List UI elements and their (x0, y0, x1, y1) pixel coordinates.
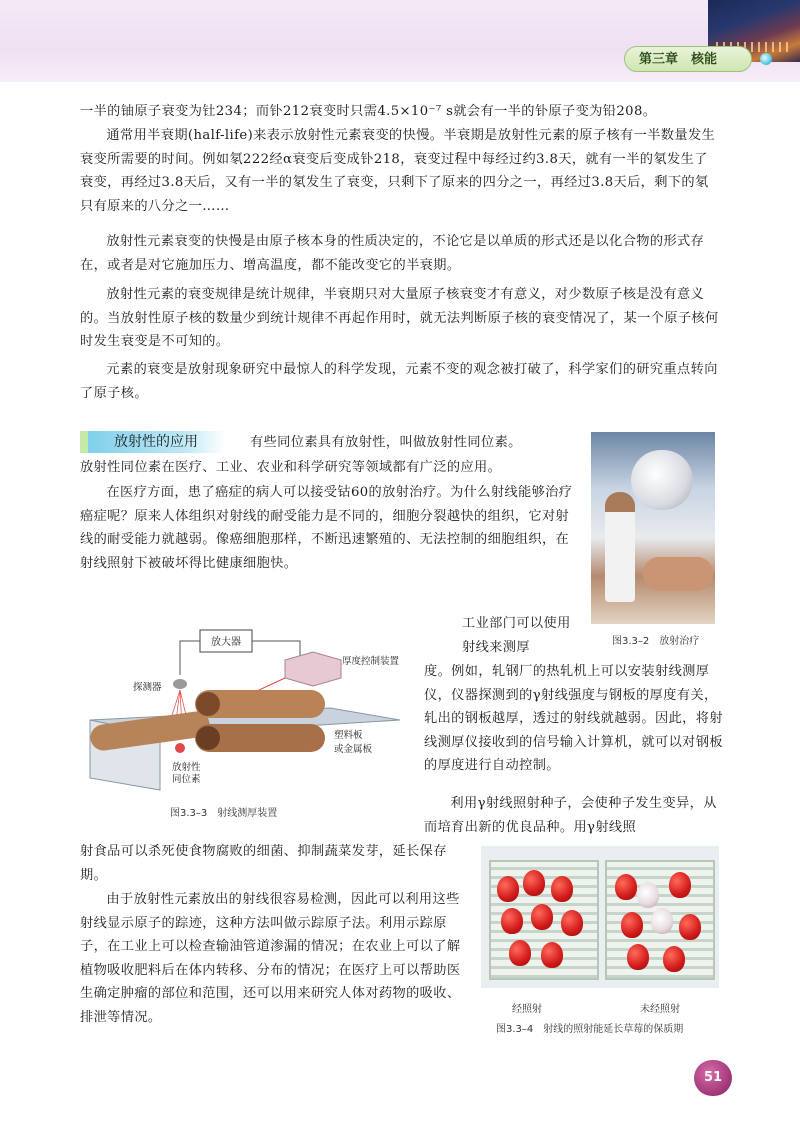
section-intro-line: 有些同位素具有放射性，叫做放射性同位素。 (250, 435, 522, 450)
figure-4-label-right: 未经照射 (640, 1004, 680, 1015)
paragraph-tracer: 由于放射性元素放出的射线很容易检测，因此可以利用这些射线显示原子的踪迹，这种方法叫做示踪原子法。利用示踪原子，在工业上可以检查输油管道渗漏的情况；在农业上可以了解植物吸收肥料后在体内转移、分布的情况；在医疗上可以帮助医生确定肿瘤的部位和范围，还可以用来研究人体对药物的吸收、排泄等情况。 (80, 892, 461, 1025)
irradiated-basket (489, 860, 599, 980)
chapter-title: 第三章 核能 (624, 46, 752, 72)
figure-4-caption: 图3.3–4 射线的照射能延长草莓的保质期 (496, 1024, 684, 1035)
thickness-controller (285, 652, 341, 686)
paragraph-industry: 度。例如，轧钢厂的热轧机上可以安装射线测厚仪，仪器探测到的γ射线强度与钢板的厚度有关，轧出的钢板越厚，透过的射线就越弱。因此，将射线测厚仪接收到的信号输入计算机，就可以对钢板的厚度进行自动控制。 (424, 664, 723, 773)
page-number: 51 (694, 1060, 732, 1096)
paragraph-agriculture-start: 利用γ射线照射种子，会使种子发生变异，从而培育出新的优良品种。用γ射线照 (424, 796, 717, 835)
source-label-1: 放射性 (172, 762, 201, 773)
section-heading: 放射性的应用 (80, 431, 225, 453)
paragraph-medical: 在医疗方面，患了癌症的病人可以接受钴60的放射治疗。为什么射线能够治疗癌症呢？原来人体组织对射线的耐受能力是不同的，细胞分裂越快的组织，它对射线的耐受能力就越弱。像癌细胞那样，不断迅速繁殖的、无法控制的细胞组织，在射线照射下被破坏得比健康细胞快。 (80, 485, 573, 571)
detector-label: 探测器 (133, 682, 162, 693)
chapter-bullet-icon (760, 53, 772, 65)
radiotherapy-photo (591, 432, 715, 624)
untreated-basket (605, 860, 715, 980)
paragraph-industry-start: 工业部门可以使用射线来测厚 (462, 616, 571, 655)
thickness-gauge-diagram (80, 620, 410, 820)
controller-label: 厚度控制装置 (342, 656, 400, 667)
radioactive-source (175, 743, 185, 753)
paragraph-halflife-definition: 通常用半衰期(half-life)来表示放射性元素衰变的快慢。半衰期是放射性元素的原子核有一半数量发生衰变所需要的时间。例如氡222经α衰变后变成钋218，衰变过程中每经过约3.8天，就有一半的氡发生了衰变，再经过3.8天后，又有一半的氡发生了衰变，只剩下了原来的四分之一，再经过3.8天后，剩下的氡只有原来的八分之一…… (80, 128, 716, 214)
figure-2-caption: 图3.3–2 放射治疗 (612, 636, 700, 647)
paragraph-statistical-law: 放射性元素的衰变规律是统计规律，半衰期只对大量原子核衰变才有意义，对少数原子核是没有意义的。当放射性原子核的数量少到统计规律不再起作用时，就无法判断原子核的衰变情况了，某一个原子核何时发生衰变是不可知的。 (80, 287, 719, 349)
amplifier-label: 放大器 (211, 637, 241, 648)
plate-label-1: 塑料板 (334, 730, 363, 741)
paragraph-halflife-intro: 一半的铀原子衰变为钍234；而钋212衰变时只需4.5×10⁻⁷ s就会有一半的钋原子变为铅208。 (80, 104, 657, 119)
strawberry-photo (481, 846, 719, 988)
paragraph-halflife-nature: 放射性元素衰变的快慢是由原子核本身的性质决定的，不论它是以单质的形式还是以化合物的形式存在，或者是对它施加压力、增高温度，都不能改变它的半衰期。 (80, 234, 705, 273)
source-label-2: 同位素 (172, 774, 201, 785)
figure-3-caption: 图3.3–3 射线测厚装置 (170, 808, 278, 819)
paragraph-agriculture-end: 射食品可以杀死使食物腐败的细菌、抑制蔬菜发芽，延长保存期。 (80, 844, 447, 883)
detector (173, 679, 187, 689)
paragraph-discovery: 元素的衰变是放射现象研究中最惊人的科学发现，元素不变的观念被打破了，科学家们的研究重点转向了原子核。 (80, 362, 718, 401)
figure-4-label-left: 经照射 (512, 1004, 542, 1015)
plate-label-2: 或金属板 (334, 744, 373, 755)
section-intro-rest: 放射性同位素在医疗、工业、农业和科学研究等领域都有广泛的应用。 (80, 460, 502, 475)
